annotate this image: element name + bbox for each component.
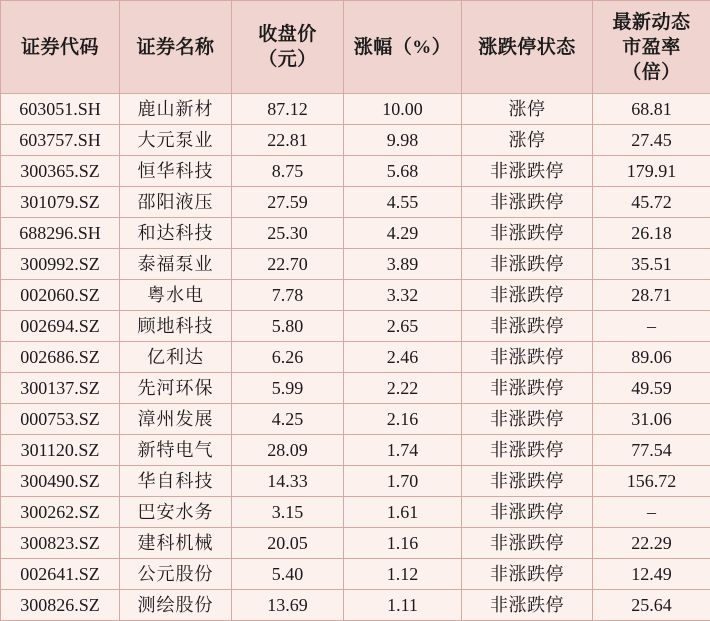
cell-pe-ratio: 156.72 <box>593 466 710 497</box>
cell-limit-status: 非涨跌停 <box>462 404 593 435</box>
cell-change-percent: 10.00 <box>344 94 462 125</box>
table-row <box>1 280 710 311</box>
cell-code: 300365.SZ <box>1 156 120 187</box>
cell-code: 300992.SZ <box>1 249 120 280</box>
cell-change-percent: 1.12 <box>344 559 462 590</box>
cell-limit-status: 非涨跌停 <box>462 218 593 249</box>
cell-change-percent: 4.55 <box>344 187 462 218</box>
cell-pe-ratio: 28.71 <box>593 280 710 311</box>
cell-pe-ratio: 25.64 <box>593 590 710 621</box>
cell-name: 测绘股份 <box>120 590 232 621</box>
cell-limit-status: 非涨跌停 <box>462 187 593 218</box>
cell-pe-ratio: 35.51 <box>593 249 710 280</box>
table-row <box>1 311 710 342</box>
table-row <box>1 373 710 404</box>
cell-code: 002686.SZ <box>1 342 120 373</box>
cell-name: 泰福泵业 <box>120 249 232 280</box>
cell-change-percent: 9.98 <box>344 125 462 156</box>
cell-change-percent: 3.89 <box>344 249 462 280</box>
cell-pe-ratio: 49.59 <box>593 373 710 404</box>
column-header-change-percent <box>344 1 462 94</box>
cell-code: 000753.SZ <box>1 404 120 435</box>
cell-limit-status: 非涨跌停 <box>462 435 593 466</box>
cell-limit-status: 涨停 <box>462 125 593 156</box>
cell-name: 漳州发展 <box>120 404 232 435</box>
cell-pe-ratio: 31.06 <box>593 404 710 435</box>
cell-code: 603051.SH <box>1 94 120 125</box>
cell-limit-status: 涨停 <box>462 94 593 125</box>
cell-limit-status: 非涨跌停 <box>462 497 593 528</box>
table-row <box>1 435 710 466</box>
column-header-line: 涨幅（%） <box>348 35 457 60</box>
column-header-code <box>1 1 120 94</box>
cell-code: 002694.SZ <box>1 311 120 342</box>
column-header-name <box>120 1 232 94</box>
cell-code: 002060.SZ <box>1 280 120 311</box>
column-header-line: 市盈率 <box>597 35 706 60</box>
cell-code: 300137.SZ <box>1 373 120 404</box>
cell-name: 鹿山新材 <box>120 94 232 125</box>
column-header-close-price <box>232 1 344 94</box>
cell-pe-ratio: – <box>593 497 710 528</box>
table-row <box>1 590 710 621</box>
table-row <box>1 156 710 187</box>
cell-name: 顾地科技 <box>120 311 232 342</box>
cell-name: 公元股份 <box>120 559 232 590</box>
cell-name: 先河环保 <box>120 373 232 404</box>
cell-close-price: 3.15 <box>232 497 344 528</box>
cell-limit-status: 非涨跌停 <box>462 280 593 311</box>
cell-name: 大元泵业 <box>120 125 232 156</box>
cell-name: 亿利达 <box>120 342 232 373</box>
cell-pe-ratio: 12.49 <box>593 559 710 590</box>
cell-name: 新特电气 <box>120 435 232 466</box>
table-row <box>1 466 710 497</box>
cell-close-price: 22.81 <box>232 125 344 156</box>
table-header <box>1 1 710 94</box>
cell-name: 巴安水务 <box>120 497 232 528</box>
cell-limit-status: 非涨跌停 <box>462 559 593 590</box>
cell-close-price: 5.99 <box>232 373 344 404</box>
column-header-line: 证券名称 <box>124 35 227 60</box>
cell-close-price: 13.69 <box>232 590 344 621</box>
cell-code: 301120.SZ <box>1 435 120 466</box>
cell-close-price: 5.40 <box>232 559 344 590</box>
cell-close-price: 5.80 <box>232 311 344 342</box>
cell-change-percent: 3.32 <box>344 280 462 311</box>
cell-name: 恒华科技 <box>120 156 232 187</box>
table-row <box>1 187 710 218</box>
cell-change-percent: 1.16 <box>344 528 462 559</box>
cell-pe-ratio: 77.54 <box>593 435 710 466</box>
cell-pe-ratio: 68.81 <box>593 94 710 125</box>
cell-limit-status: 非涨跌停 <box>462 528 593 559</box>
cell-code: 300262.SZ <box>1 497 120 528</box>
table-row <box>1 218 710 249</box>
cell-name: 邵阳液压 <box>120 187 232 218</box>
cell-change-percent: 4.29 <box>344 218 462 249</box>
cell-close-price: 14.33 <box>232 466 344 497</box>
column-header-line: 最新动态 <box>597 10 706 35</box>
cell-name: 和达科技 <box>120 218 232 249</box>
cell-code: 300490.SZ <box>1 466 120 497</box>
column-header-line: 证券代码 <box>5 35 115 60</box>
cell-pe-ratio: 27.45 <box>593 125 710 156</box>
cell-close-price: 87.12 <box>232 94 344 125</box>
cell-close-price: 28.09 <box>232 435 344 466</box>
cell-change-percent: 2.65 <box>344 311 462 342</box>
cell-code: 002641.SZ <box>1 559 120 590</box>
cell-limit-status: 非涨跌停 <box>462 311 593 342</box>
cell-change-percent: 5.68 <box>344 156 462 187</box>
cell-code: 300826.SZ <box>1 590 120 621</box>
table-row <box>1 125 710 156</box>
cell-close-price: 8.75 <box>232 156 344 187</box>
column-header-line: 涨跌停状态 <box>466 35 588 60</box>
table-body <box>1 94 710 621</box>
table-row <box>1 497 710 528</box>
cell-code: 688296.SH <box>1 218 120 249</box>
column-header-line: （倍） <box>597 60 706 85</box>
column-header-pe-ratio <box>593 1 710 94</box>
cell-limit-status: 非涨跌停 <box>462 466 593 497</box>
cell-code: 301079.SZ <box>1 187 120 218</box>
table-row <box>1 342 710 373</box>
cell-close-price: 20.05 <box>232 528 344 559</box>
column-header-line: （元） <box>236 47 339 72</box>
cell-change-percent: 2.16 <box>344 404 462 435</box>
table-row <box>1 559 710 590</box>
cell-close-price: 27.59 <box>232 187 344 218</box>
cell-pe-ratio: 22.29 <box>593 528 710 559</box>
cell-change-percent: 1.70 <box>344 466 462 497</box>
cell-change-percent: 2.46 <box>344 342 462 373</box>
column-header-line: 收盘价 <box>236 22 339 47</box>
cell-pe-ratio: 179.91 <box>593 156 710 187</box>
cell-close-price: 4.25 <box>232 404 344 435</box>
table-row <box>1 404 710 435</box>
cell-limit-status: 非涨跌停 <box>462 249 593 280</box>
table-row <box>1 528 710 559</box>
column-header-limit-status <box>462 1 593 94</box>
table-row <box>1 249 710 280</box>
cell-code: 603757.SH <box>1 125 120 156</box>
table-row <box>1 94 710 125</box>
cell-close-price: 22.70 <box>232 249 344 280</box>
cell-code: 300823.SZ <box>1 528 120 559</box>
cell-limit-status: 非涨跌停 <box>462 156 593 187</box>
cell-pe-ratio: 89.06 <box>593 342 710 373</box>
table-header-row <box>1 1 710 94</box>
cell-change-percent: 1.11 <box>344 590 462 621</box>
cell-pe-ratio: 45.72 <box>593 187 710 218</box>
cell-pe-ratio: 26.18 <box>593 218 710 249</box>
cell-limit-status: 非涨跌停 <box>462 342 593 373</box>
cell-limit-status: 非涨跌停 <box>462 590 593 621</box>
cell-name: 建科机械 <box>120 528 232 559</box>
cell-change-percent: 1.74 <box>344 435 462 466</box>
cell-pe-ratio: – <box>593 311 710 342</box>
cell-limit-status: 非涨跌停 <box>462 373 593 404</box>
cell-change-percent: 1.61 <box>344 497 462 528</box>
cell-name: 华自科技 <box>120 466 232 497</box>
cell-close-price: 25.30 <box>232 218 344 249</box>
cell-change-percent: 2.22 <box>344 373 462 404</box>
cell-name: 粤水电 <box>120 280 232 311</box>
cell-close-price: 7.78 <box>232 280 344 311</box>
cell-close-price: 6.26 <box>232 342 344 373</box>
